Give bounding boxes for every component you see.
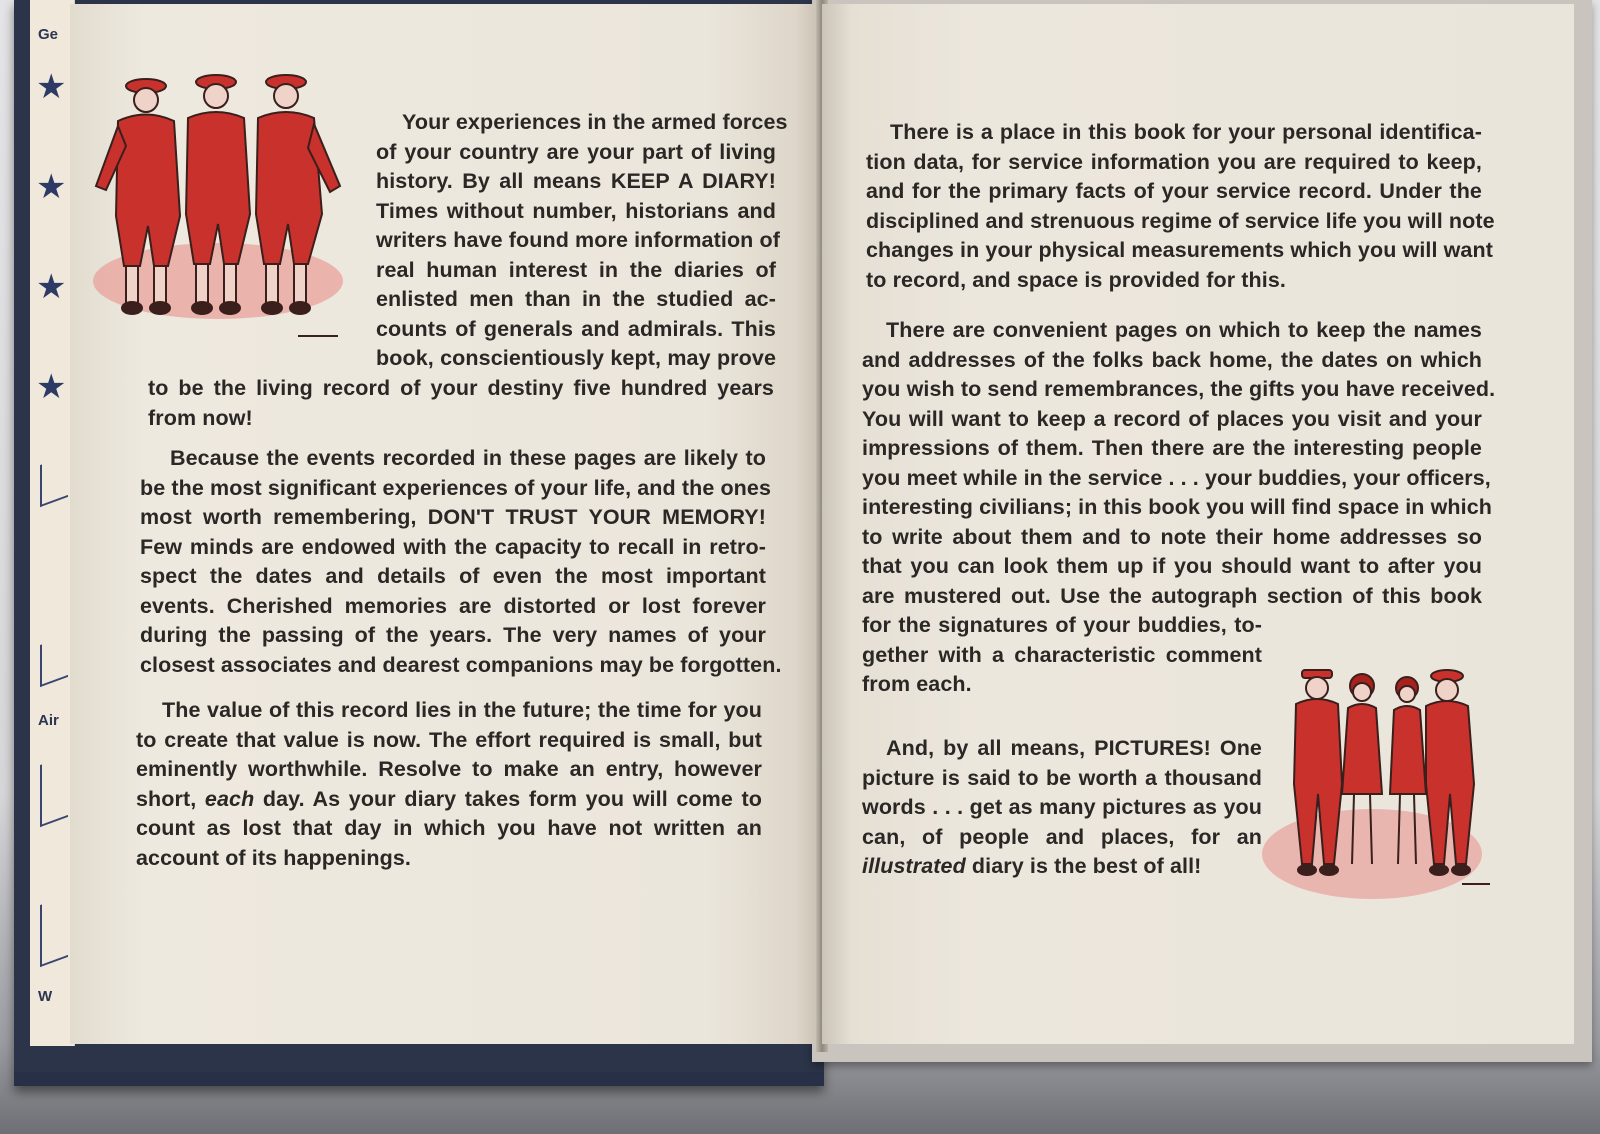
text-line: to create that value is now. The effort required is small, but — [136, 727, 762, 752]
service-people-illustration — [1262, 664, 1502, 904]
text-line: and addresses of the folks back home, the dates on which — [862, 347, 1482, 372]
text-line: There are convenient pages on which to keep the names — [886, 318, 1482, 342]
text-line: that you can look them up if you should want to after you — [862, 554, 1482, 578]
text-line: impressions of them. Then there are the interesting people — [862, 436, 1482, 460]
left-paragraph-1-continued — [148, 374, 774, 433]
text-line: can, of people and places, for an — [862, 824, 1262, 849]
text-line: picture is said to be worth a thousand — [862, 765, 1262, 790]
index-tab-label-middle: Air — [38, 712, 59, 729]
right-paragraph-2 — [862, 316, 1496, 611]
text-line: count as lost that day in which you have not written an — [136, 816, 762, 840]
text-fragment: short, — [136, 786, 205, 811]
text-line: enlisted men than in the studied ac- — [376, 287, 776, 311]
text-line: to record, and space is provided for this. — [866, 267, 1286, 292]
index-tab-strip — [30, 0, 75, 1046]
text-line: Because the events recorded in these pages are likely to — [170, 446, 766, 470]
text-fragment: day. As your diary takes form you will come to — [254, 786, 762, 811]
text-line: of your country are your part of living — [376, 139, 776, 164]
text-line: words . . . get as many pictures as you — [862, 795, 1262, 819]
text-line: history. By all means KEEP A DIARY! — [376, 169, 776, 193]
star-icon: ★ — [36, 67, 67, 107]
emphasis-each: each — [204, 786, 255, 811]
emphasis-illustrated: illustrated — [862, 854, 966, 878]
right-paragraph-1 — [866, 118, 1495, 295]
left-page — [70, 4, 818, 1044]
star-icon: ★ — [36, 367, 67, 407]
text-line: changes in your physical measurements which you will want — [866, 238, 1493, 262]
text-fragment: diary is the best of all! — [965, 854, 1202, 878]
wing-emblem-icon — [40, 455, 68, 507]
text-line: closest associates and dearest companions may be forgotten. — [140, 652, 782, 677]
text-line: Times without number, historians and — [376, 198, 776, 223]
text-line: from now! — [148, 405, 253, 430]
right-page — [822, 4, 1574, 1044]
star-icon: ★ — [36, 267, 67, 307]
text-line: eminently worthwhile. Resolve to make an entry, however — [136, 757, 762, 781]
text-line: interesting civilians; in this book you will find space in which — [862, 495, 1492, 519]
text-line: You will want to keep a record of places you visit and your — [862, 406, 1482, 431]
text-line — [136, 785, 762, 815]
text-line: disciplined and strenuous regime of service life you will note — [866, 208, 1495, 233]
text-line: Few minds are endowed with the capacity to recall in retro- — [140, 534, 766, 559]
star-icon: ★ — [36, 167, 67, 207]
text-line: you meet while in the service . . . your buddies, your officers, — [862, 465, 1491, 490]
text-line: most worth remembering, DON'T TRUST YOUR MEMORY! — [140, 505, 766, 529]
text-line: account of its happenings. — [136, 845, 411, 870]
tower-emblem-icon — [40, 755, 68, 827]
marching-soldiers-illustration — [88, 66, 388, 346]
text-line: to write about them and to note their home addresses so — [862, 524, 1482, 549]
text-line: There is a place in this book for your personal identifica- — [890, 120, 1482, 144]
text-line: you wish to send remembrances, the gifts you have received. — [862, 377, 1496, 401]
left-paragraph-3 — [136, 696, 762, 873]
text-line: tion data, for service information you are required to keep, — [866, 149, 1482, 174]
text-line: Your experiences in the armed forces — [402, 110, 788, 134]
right-paragraph-2-continued — [862, 611, 1262, 700]
text-line: to be the living record of your destiny five hundred years — [148, 376, 774, 400]
index-tab-label-bottom: W — [38, 988, 53, 1005]
text-line: from each. — [862, 672, 972, 696]
left-paragraph-1 — [376, 108, 788, 374]
text-line — [862, 852, 1262, 882]
text-line: writers have found more information of — [376, 228, 780, 252]
text-line: be the most significant experiences of your life, and the ones — [140, 475, 772, 500]
text-line: gether with a characteristic comment — [862, 642, 1262, 667]
text-line: real human interest in the diaries of — [376, 257, 776, 282]
text-line: And, by all means, PICTURES! One — [886, 736, 1262, 760]
text-line: and for the primary facts of your service record. Under the — [866, 179, 1482, 203]
left-paragraph-2 — [140, 444, 782, 680]
index-tab-label-top: Ge — [38, 26, 59, 43]
text-line: events. Cherished memories are distorted or lost forever — [140, 593, 766, 618]
wing-emblem-icon — [40, 635, 68, 687]
text-line: The value of this record lies in the future; the time for you — [162, 698, 762, 722]
text-line: spect the dates and details of even the most important — [140, 564, 766, 588]
text-line: during the passing of the years. The very names of your — [140, 623, 766, 647]
laurel-emblem-icon — [40, 895, 68, 967]
text-line: counts of generals and admirals. This — [376, 316, 776, 341]
text-line: book, conscientiously kept, may prove — [376, 346, 776, 370]
text-line: for the signatures of your buddies, to- — [862, 613, 1262, 637]
text-line: are mustered out. Use the autograph section of this book — [862, 583, 1482, 608]
right-paragraph-3 — [862, 734, 1262, 882]
